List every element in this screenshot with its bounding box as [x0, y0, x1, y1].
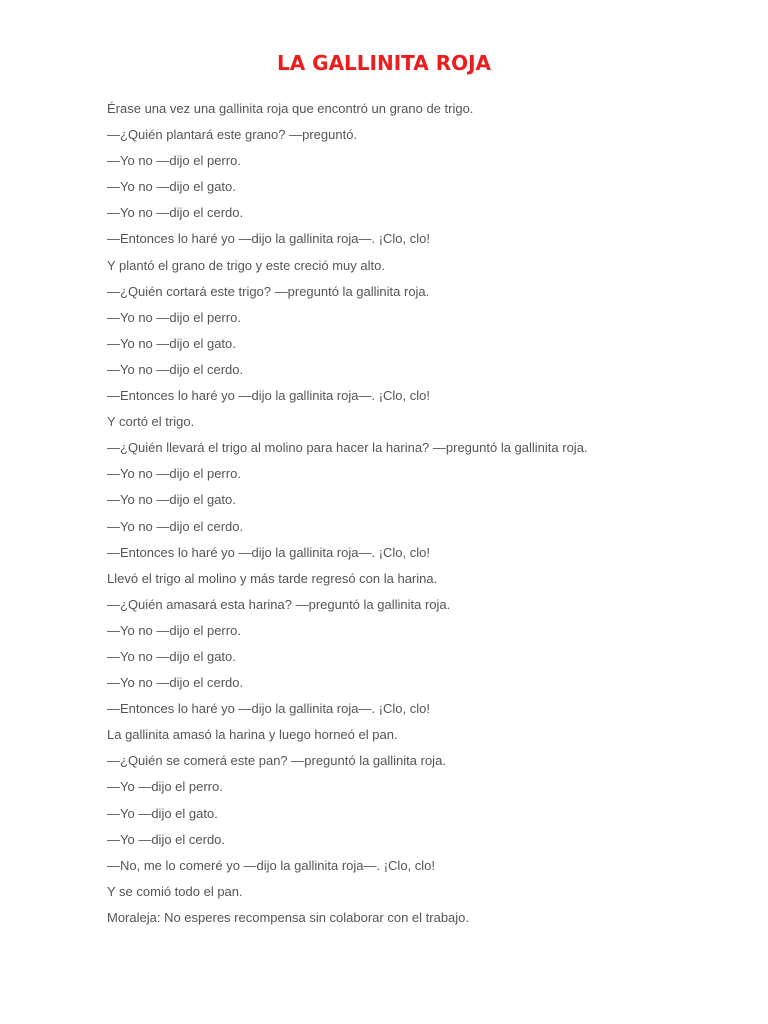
story-body [107, 96, 747, 931]
story-line: —Entonces lo haré yo —dijo la gallinita roja—. ¡Clo, clo! [107, 231, 430, 247]
story-line: —¿Quién amasará esta harina? —preguntó la gallinita roja. [107, 596, 451, 612]
story-line: —Yo —dijo el gato. [107, 805, 218, 821]
story-line: —Yo no —dijo el perro. [107, 622, 241, 638]
story-line: —Yo —dijo el perro. [107, 779, 223, 795]
story-line: —Yo no —dijo el gato. [107, 179, 236, 195]
story-line: —Yo no —dijo el perro. [107, 466, 241, 482]
story-line: Érase una vez una gallinita roja que encontró un grano de trigo. [107, 101, 474, 116]
story-line: —Yo no —dijo el perro. [107, 153, 241, 169]
story-line: —¿Quién cortará este trigo? —preguntó la gallinita roja. [107, 283, 430, 299]
story-line: —No, me lo comeré yo —dijo la gallinita roja—. ¡Clo, clo! [107, 857, 436, 873]
story-line: —Yo no —dijo el cerdo. [107, 205, 244, 221]
story-line: —¿Quién plantará este grano? —preguntó. [107, 127, 358, 143]
story-line: —Entonces lo haré yo —dijo la gallinita roja—. ¡Clo, clo! [107, 544, 430, 560]
story-line: —Yo —dijo el cerdo. [107, 831, 226, 847]
story-line: —Entonces lo haré yo —dijo la gallinita roja—. ¡Clo, clo! [107, 388, 430, 404]
story-line: Llevó el trigo al molino y más tarde regresó con la harina. [107, 570, 438, 586]
story-line: —¿Quién se comerá este pan? —preguntó la gallinita roja. [107, 753, 446, 769]
story-line: —Yo no —dijo el perro. [107, 309, 241, 325]
document-title: LA GALLINITA ROJA [276, 51, 492, 75]
story-line: —Yo no —dijo el gato. [107, 648, 236, 664]
story-line: —Yo no —dijo el cerdo. [107, 518, 244, 534]
story-line: —Entonces lo haré yo —dijo la gallinita roja—. ¡Clo, clo! [107, 701, 430, 717]
story-line: Y se comió todo el pan. [107, 883, 243, 899]
story-line: Y plantó el grano de trigo y este creció muy alto. [107, 257, 385, 273]
story-line: —Yo no —dijo el cerdo. [107, 675, 244, 691]
story-line: —Yo no —dijo el cerdo. [107, 361, 244, 377]
story-line: —Yo no —dijo el gato. [107, 335, 236, 351]
story-line: —¿Quién llevará el trigo al molino para hacer la harina? —preguntó la gallinita roja. [107, 440, 588, 456]
story-line: Moraleja: No esperes recompensa sin colaborar con el trabajo. [107, 909, 470, 925]
story-line: —Yo no —dijo el gato. [107, 492, 236, 508]
story-line: Y cortó el trigo. [107, 414, 195, 430]
story-line: La gallinita amasó la harina y luego horneó el pan. [107, 727, 398, 743]
